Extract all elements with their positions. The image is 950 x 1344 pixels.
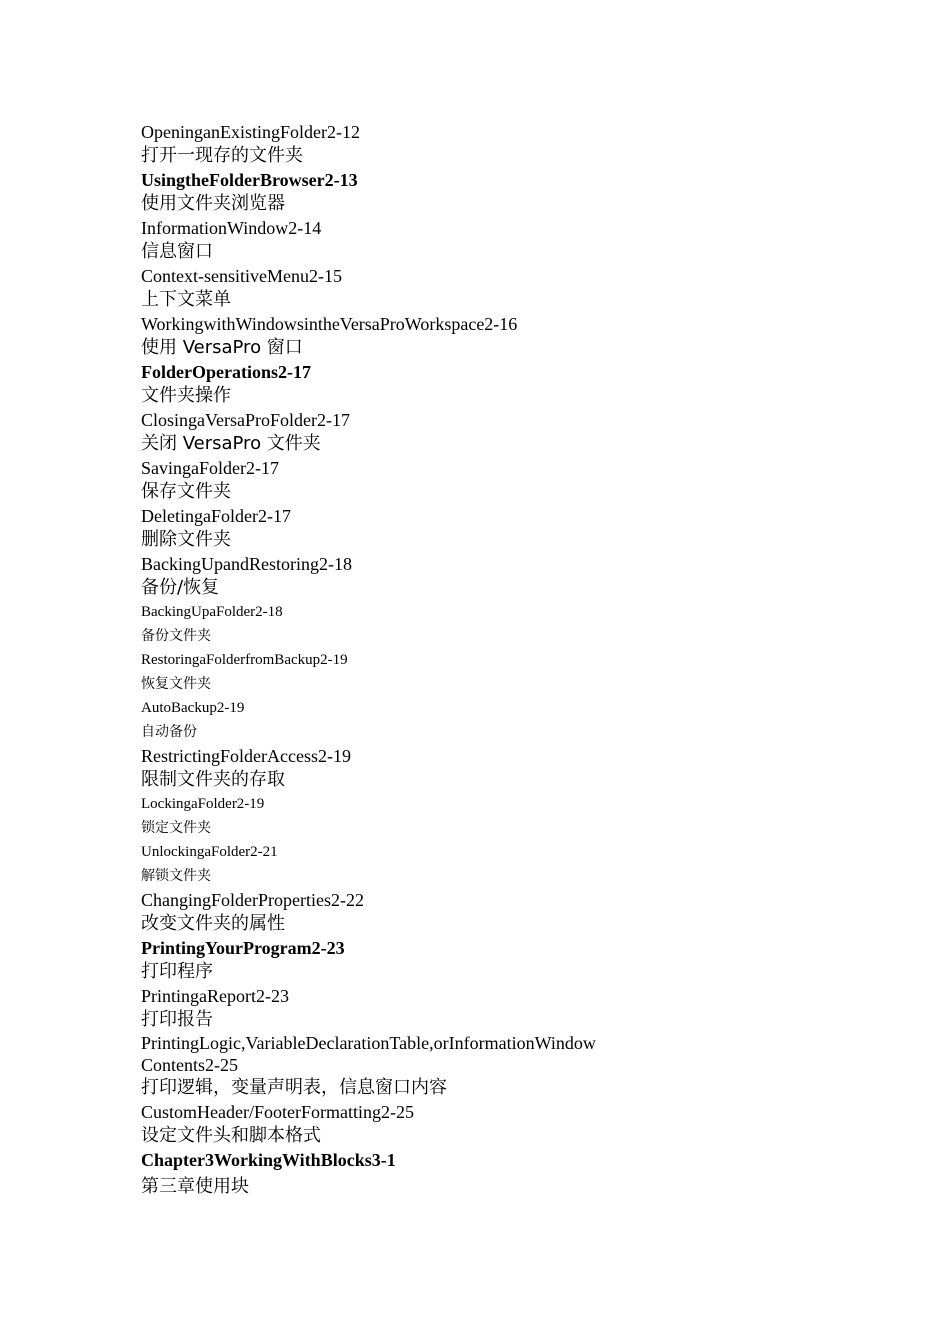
- toc-entry-title-en: UnlockingaFolder2-21: [141, 844, 278, 860]
- toc-entry-backing-restoring: [141, 552, 841, 600]
- toc-entry-title-zh: 关闭 VersaPro 文件夹: [141, 433, 321, 454]
- toc-entry-title-zh: 恢复文件夹: [141, 676, 211, 692]
- toc-entry-title-zh: 打印程序: [141, 961, 213, 982]
- toc-entry-title-zh: 设定文件头和脚本格式: [141, 1125, 321, 1146]
- toc-entry-title-zh: 信息窗口: [141, 241, 213, 262]
- toc-entry-deleting-folder: [141, 504, 841, 552]
- toc-entry-title-en: ChangingFolderProperties2-22: [141, 890, 364, 910]
- toc-page: [141, 120, 841, 1199]
- toc-entry-title-zh: 锁定文件夹: [141, 820, 211, 836]
- toc-entry-chapter-3: [141, 1148, 841, 1199]
- toc-entry-title-zh: 备份文件夹: [141, 628, 211, 644]
- toc-entry-title-en: BackingUpaFolder2-18: [141, 604, 283, 620]
- toc-entry-title-en: Chapter3WorkingWithBlocks3-1: [141, 1150, 396, 1170]
- toc-entry-title-en: OpeninganExistingFolder2-12: [141, 122, 360, 142]
- toc-entry-title-en: DeletingaFolder2-17: [141, 506, 291, 526]
- toc-entry-opening-folder: [141, 120, 841, 168]
- toc-entry-title-en: FolderOperations2-17: [141, 362, 311, 382]
- toc-entry-title-en: PrintingLogic,VariableDeclarationTable,orInformationWindow Contents2-25: [141, 1033, 596, 1075]
- toc-entry-restricting-access: [141, 744, 841, 792]
- toc-entry-title-zh: 删除文件夹: [141, 529, 231, 550]
- toc-entry-folder-browser: [141, 168, 841, 216]
- toc-entry-title-zh: 使用 VersaPro 窗口: [141, 337, 303, 358]
- toc-entry-title-en: PrintingYourProgram2-23: [141, 938, 345, 958]
- toc-entry-title-zh: 限制文件夹的存取: [141, 769, 285, 790]
- toc-entry-title-en: BackingUpandRestoring2-18: [141, 554, 352, 574]
- toc-entry-title-en: WorkingwithWindowsintheVersaProWorkspace2-16: [141, 314, 518, 334]
- toc-entry-locking-folder: [141, 792, 841, 840]
- toc-entry-title-en: AutoBackup2-19: [141, 700, 245, 716]
- toc-entry-title-en: Context-sensitiveMenu2-15: [141, 266, 342, 286]
- toc-entry-title-en: UsingtheFolderBrowser2-13: [141, 170, 358, 190]
- toc-entry-title-zh: 上下文菜单: [141, 289, 231, 310]
- toc-entry-title-zh: 保存文件夹: [141, 481, 231, 502]
- toc-entry-unlocking-folder: [141, 840, 841, 888]
- toc-entry-title-zh: 第三章使用块: [141, 1176, 249, 1197]
- toc-entry-closing-folder: [141, 408, 841, 456]
- toc-entry-context-menu: [141, 264, 841, 312]
- toc-entry-backing-up-folder: [141, 600, 841, 648]
- toc-entry-printing-program: [141, 936, 841, 984]
- toc-entry-title-zh: 自动备份: [141, 724, 197, 740]
- toc-entry-information-window: [141, 216, 841, 264]
- toc-entry-saving-folder: [141, 456, 841, 504]
- toc-entry-restoring-from-backup: [141, 648, 841, 696]
- toc-entry-title-zh: 解锁文件夹: [141, 868, 211, 884]
- toc-entry-title-zh: 打开一现存的文件夹: [141, 145, 303, 166]
- toc-entry-title-en: InformationWindow2-14: [141, 218, 322, 238]
- toc-entry-changing-properties: [141, 888, 841, 936]
- toc-entry-title-zh: 使用文件夹浏览器: [141, 193, 285, 214]
- toc-entry-title-en: PrintingaReport2-23: [141, 986, 289, 1006]
- toc-entry-title-zh: 打印逻辑，变量声明表，信息窗口内容: [141, 1077, 447, 1098]
- toc-entry-auto-backup: [141, 696, 841, 744]
- toc-entry-title-en: RestrictingFolderAccess2-19: [141, 746, 351, 766]
- toc-entry-title-zh: 改变文件夹的属性: [141, 913, 285, 934]
- toc-entry-title-zh: 打印报告: [141, 1009, 213, 1030]
- toc-entry-printing-report: [141, 984, 841, 1032]
- toc-entry-title-zh: 备份/恢复: [141, 577, 220, 598]
- toc-entry-title-zh: 文件夹操作: [141, 385, 231, 406]
- toc-entry-title-en: SavingaFolder2-17: [141, 458, 279, 478]
- toc-entry-title-en: RestoringaFolderfromBackup2-19: [141, 652, 348, 668]
- toc-entry-title-en: CustomHeader/FooterFormatting2-25: [141, 1102, 414, 1122]
- toc-entry-title-en: ClosingaVersaProFolder2-17: [141, 410, 350, 430]
- toc-entry-printing-logic: [141, 1032, 641, 1100]
- toc-entry-working-windows: [141, 312, 841, 360]
- toc-entry-folder-operations: [141, 360, 841, 408]
- toc-entry-title-en: LockingaFolder2-19: [141, 796, 265, 812]
- toc-entry-header-footer: [141, 1100, 841, 1148]
